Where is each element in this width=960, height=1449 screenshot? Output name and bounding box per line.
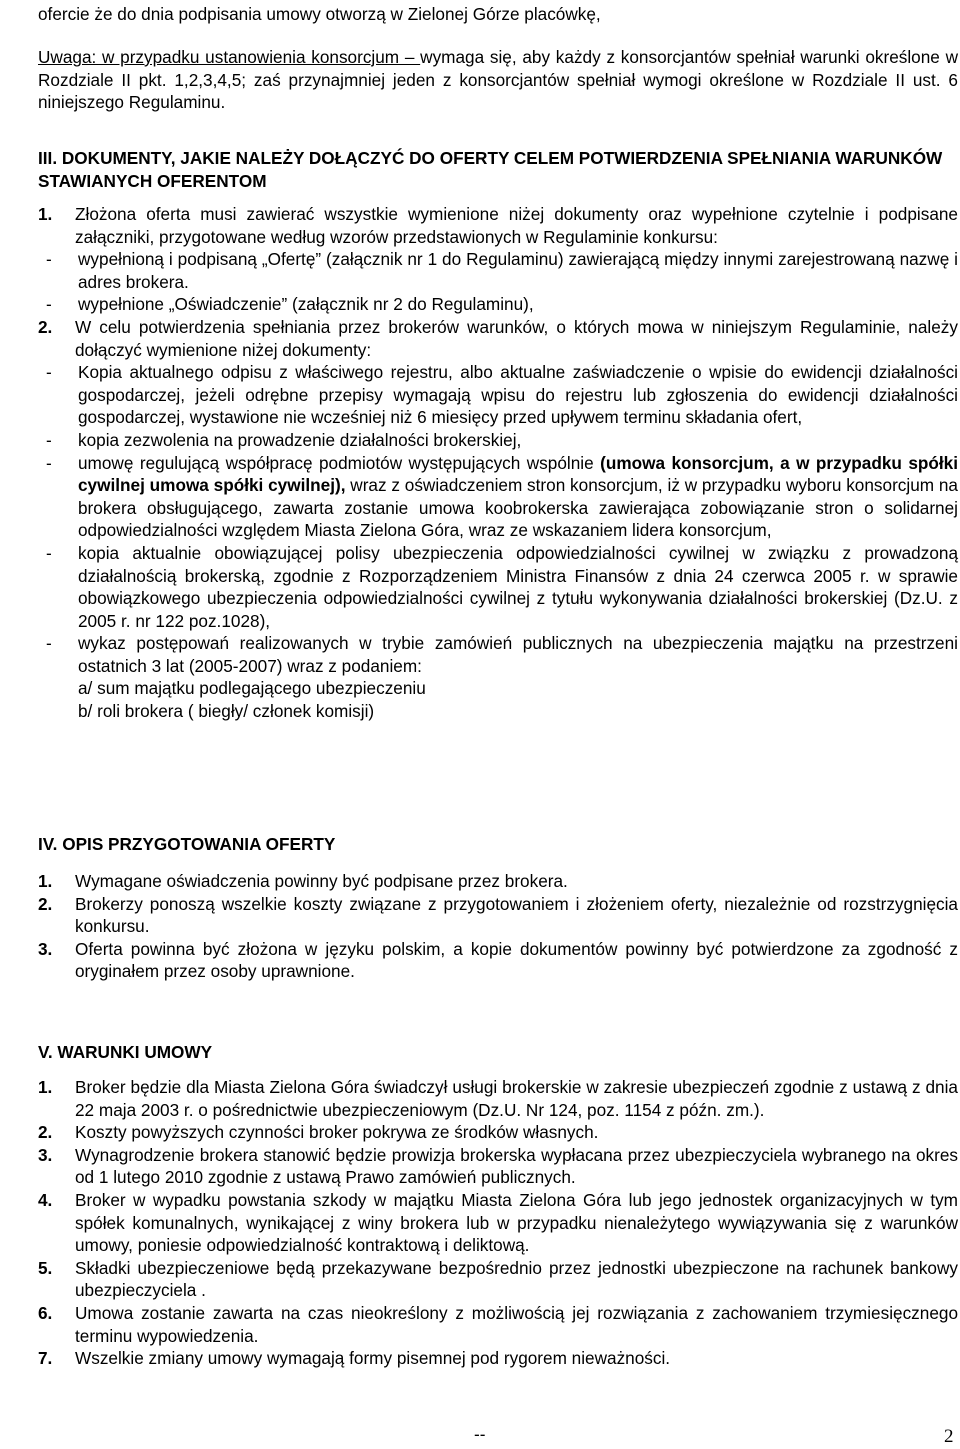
bullet-dash: - — [46, 452, 52, 473]
item-number: 1. — [38, 871, 53, 891]
section-4-item — [38, 938, 958, 983]
bullet-item — [1, 429, 958, 452]
item-text: Broker w wypadku powstania szkody w majątku Miasta Zielona Góra lub jego jednostek organizacyjnych w tym spółek komunalnych, wynikającej z winy brokera lub w przypadku nienależytego wywiązywania się z warunków umowy, poniesie odpowiedzialność kontraktową i deliktową. — [75, 1189, 958, 1256]
item-text: Koszty powyższych czynności broker pokrywa ze środków własnych. — [75, 1122, 599, 1143]
bullet-text: wypełnione „Oświadczenie” (załącznik nr 2 do Regulaminu), — [78, 294, 534, 315]
item-number: 4. — [38, 1189, 53, 1210]
item-number: 2. — [38, 316, 53, 337]
bullet-text: kopia zezwolenia na prowadzenie działalności brokerskiej, — [78, 429, 522, 450]
item-text: Składki ubezpieczeniowe będą przekazywane bezpośrednio przez jednostki ubezpieczone na rachunek bankowy ubezpieczyciela . — [75, 1257, 958, 1301]
item-text: W celu potwierdzenia spełniania przez brokerów warunków, o których mowa w niniejszym Regulaminie, należy dołączyć wymienione niżej dokumenty: — [75, 316, 958, 360]
section-4-list — [38, 870, 958, 983]
item-number: 2. — [38, 1122, 53, 1143]
section-3 — [38, 147, 958, 192]
bullet-text-post: wraz z oświadczeniem stron konsorcjum, iż w przypadku wyboru konsorcjum na brokera obsługującego, zawarta zostanie umowa koobrokerska zawierająca zobowiązanie stron o solidarnej odpowiedzialności względem Miasta Zielona Góra, wraz ze wskazaniem lidera konsorcjum, — [78, 475, 958, 541]
bullet-text-bold: (umowa konsorcjum, a w przypadku spółki cywilnej umowa spółki cywilnej), — [78, 452, 958, 496]
section-5-item — [38, 1302, 958, 1347]
bullet-dash: - — [46, 294, 52, 315]
bullet-text: kopia aktualnie obowiązującej polisy ubezpieczenia odpowiedzialności cywilnej w związku z prowadzoną działalnością brokerską, zgodnie z Rozporządzeniem Ministra Finansów z dnia 24 czerwca 2005 r. w sprawie obowiązkowego ubezpieczenia odpowiedzialności cywilnej z tytułu wykonywania działalności brokerskiej (Dz.U. z 2005 r. nr 122 poz.1028), — [78, 542, 958, 631]
warning-underlined: Uwaga: w przypadku ustanowienia konsorcjum – — [38, 47, 421, 67]
bullet-item — [1, 361, 958, 429]
page-number: 2 — [944, 1426, 954, 1447]
consortium-warning — [38, 46, 958, 114]
section-4-title: IV. OPIS PRZYGOTOWANIA OFERTY — [38, 834, 336, 854]
item-text: Wymagane oświadczenia powinny być podpisane przez brokera. — [75, 871, 568, 891]
section-3-list — [38, 203, 958, 723]
bullet-text: wykaz postępowań realizowanych w trybie zamówień publicznych na ubezpieczenia majątku na przestrzeni ostatnich 3 lat (2005-2007) wraz z podaniem: — [78, 633, 958, 676]
section-5-list — [38, 1076, 958, 1370]
item-text: Wszelkie zmiany umowy wymagają formy pisemnej pod rygorem nieważności. — [75, 1348, 671, 1369]
item-text: Brokerzy ponoszą wszelkie koszty związane z przygotowaniem i złożeniem oferty, niezależnie od rozstrzygnięcia konkursu. — [75, 893, 958, 937]
bullet-dash: - — [46, 542, 52, 563]
bullet-text: wypełnioną i podpisaną „Ofertę” (załącznik nr 1 do Regulaminu) zawierającą między innymi zarejestrowaną nazwę i adres brokera. — [78, 249, 958, 292]
bullet-item — [1, 632, 958, 677]
bullet-item — [1, 542, 958, 632]
section-3-title: III. DOKUMENTY, JAKIE NALEŻY DOŁĄCZYĆ DO OFERTY CELEM POTWIERDZENIA SPEŁNIANIA WARUNKÓW STAWIANYCH OFERENTOM — [38, 148, 943, 191]
top-line: ofercie że do dnia podpisania umowy otworzą w Zielonej Górze placówkę, — [38, 4, 601, 24]
item-text: Umowa zostanie zawarta na czas nieokreślony z możliwością jej rozwiązania z zachowaniem trzymiesięcznego terminu wypowiedzenia. — [75, 1302, 958, 1346]
bullet-dash: - — [46, 249, 52, 270]
item-number: 3. — [38, 938, 53, 959]
item-number: 7. — [38, 1348, 53, 1369]
item-text: Broker będzie dla Miasta Zielona Góra świadczył usługi brokerskie w zakresie ubezpieczeń zgodnie z ustawą z dnia 22 maja 2003 r. o pośrednictwie ubezpieczeniowym (Dz.U. Nr 124, poz. 1154 z późn. zm.). — [75, 1077, 958, 1120]
bullet-text — [78, 453, 958, 541]
section-5-item — [38, 1121, 958, 1144]
bullet-dash: - — [46, 633, 52, 654]
item-number: 6. — [38, 1302, 53, 1323]
section-5-item — [38, 1189, 958, 1257]
section-5-item — [38, 1144, 958, 1189]
footer-dash: -- — [474, 1424, 486, 1444]
bullet-item — [1, 248, 958, 293]
section-5-item — [38, 1076, 958, 1121]
bullet-text: Kopia aktualnego odpisu z właściwego rejestru, albo aktualne zaświadczenie o wpisie do ewidencji działalności gospodarczej, jeżeli odrębne przepisy wymagają wpisu do rejestru lub zgłoszenia do ewidencji działalności gospodarczej, wystawione nie wcześniej niż 6 miesięcy przed upływem terminu składania ofert, — [78, 362, 958, 428]
bullet-item — [1, 452, 958, 542]
sub-item-b: b/ roli brokera ( biegły/ członek komisji) — [78, 701, 375, 722]
item-number: 1. — [38, 204, 53, 224]
item-number: 1. — [38, 1077, 53, 1097]
item-text: Wynagrodzenie brokera stanowić będzie prowizja brokerska wypłacana przez ubezpieczyciela wybranego na okres od 1 lutego 2010 zgodnie z ustawą Prawo zamówień publicznych. — [75, 1144, 958, 1188]
item-number: 2. — [38, 893, 53, 914]
item-number: 3. — [38, 1144, 53, 1165]
item-text: Złożona oferta musi zawierać wszystkie wymienione niżej dokumenty oraz wypełnione czytelnie i podpisane załączniki, przygotowane według wzorów przedstawionych w Regulaminie konkursu: — [75, 204, 958, 247]
bullet-dash: - — [46, 362, 52, 383]
bullet-item — [1, 293, 958, 316]
item-number: 5. — [38, 1257, 53, 1278]
bullet-dash: - — [46, 429, 52, 450]
section-4-item — [38, 870, 958, 893]
item-text: Oferta powinna być złożona w języku polskim, a kopie dokumentów powinny być potwierdzone za zgodność z oryginałem przez osoby uprawnione. — [75, 938, 958, 982]
warning-rest: wymaga się, aby każdy z konsorcjantów spełniał warunki określone w Rozdziale II pkt. 1,2,3,4,5; zaś przynajmniej jeden z konsorcjantów spełniał wymogi określone w Rozdziale II ust. 6 niniejszego Regulaminu. — [38, 47, 958, 113]
section-3-item-2 — [38, 316, 958, 361]
section-4-item — [38, 893, 958, 938]
sub-item-a: a/ sum majątku podlegającego ubezpieczeniu — [78, 678, 426, 699]
section-5-title: V. WARUNKI UMOWY — [38, 1042, 213, 1062]
bullet-text-pre: umowę regulującą współpracę podmiotów występujących wspólnie — [78, 452, 601, 473]
section-5-item — [38, 1257, 958, 1302]
section-5-item — [38, 1347, 958, 1370]
section-3-item-1 — [38, 203, 958, 248]
